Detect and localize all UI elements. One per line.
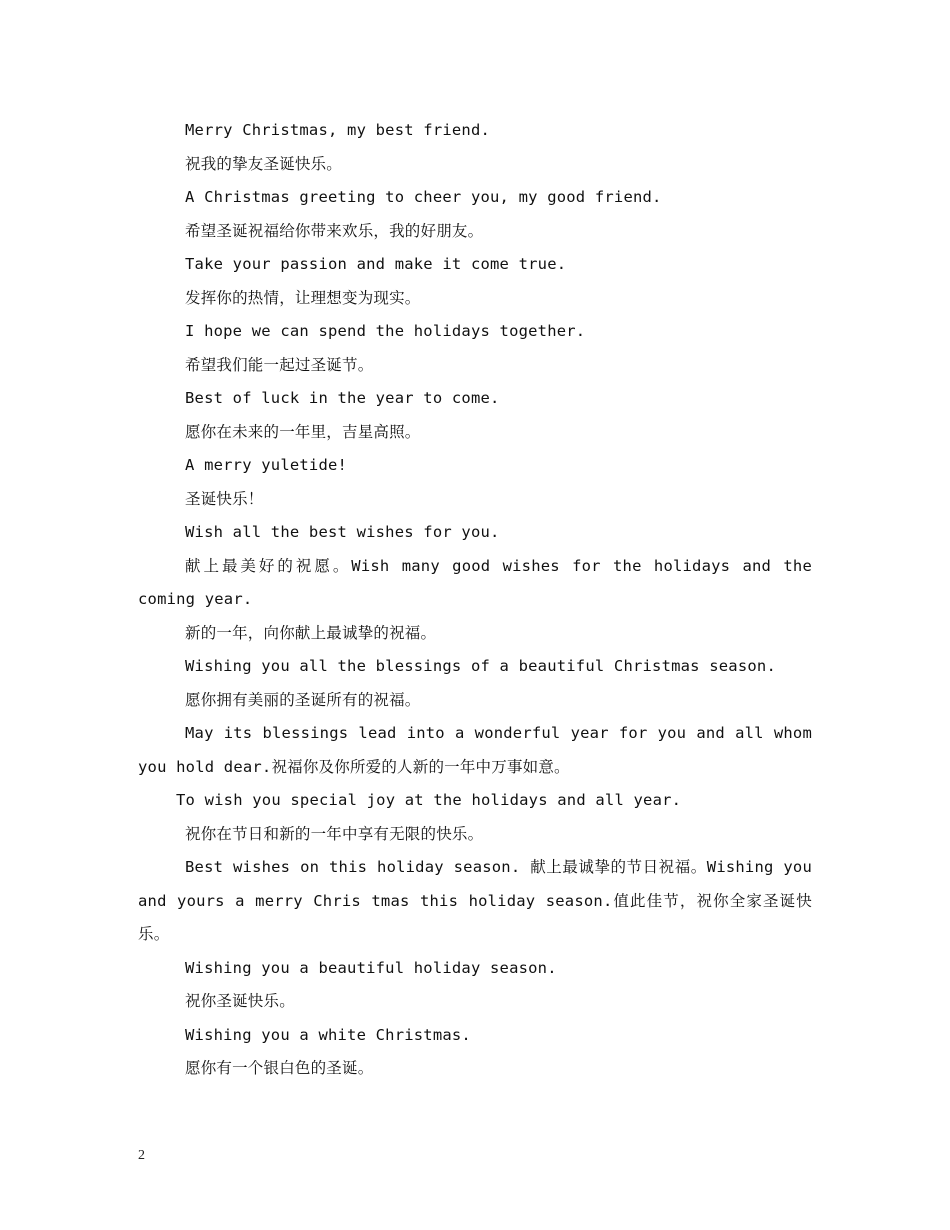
paragraph: Wishing you all the blessings of a beautiful Christmas season. xyxy=(185,657,776,675)
paragraph: 祝我的挚友圣诞快乐。 xyxy=(185,154,343,173)
document-body xyxy=(138,114,812,1086)
paragraph: 献上最美好的祝愿。Wish many good wishes for the holidays and the coming year. xyxy=(138,556,812,608)
paragraph: 新的一年，向你献上最诚挚的祝福。 xyxy=(185,623,437,642)
paragraph: 愿你在未来的一年里，吉星高照。 xyxy=(185,422,421,441)
paragraph: Best wishes on this holiday season. 献上最诚挚的节日祝福。Wishing you and yours a merry Chris tmas this holiday season.值此佳节，祝你全家圣诞快乐。 xyxy=(138,858,812,943)
paragraph: 祝你在节日和新的一年中享有无限的快乐。 xyxy=(185,824,484,843)
paragraph: Best of luck in the year to come. xyxy=(185,389,500,407)
paragraph: A merry yuletide! xyxy=(185,456,348,474)
paragraph: Merry Christmas, my best friend. xyxy=(185,121,491,139)
paragraph: 圣诞快乐！ xyxy=(185,489,264,508)
paragraph: 希望圣诞祝福给你带来欢乐，我的好朋友。 xyxy=(185,221,484,240)
paragraph: May its blessings lead into a wonderful year for you and all whom you hold dear.祝福你及你所爱的人新的一年中万事如意。 xyxy=(138,724,812,776)
paragraph: 祝你圣诞快乐。 xyxy=(185,992,295,1010)
paragraph: Wishing you a beautiful holiday season. xyxy=(185,958,557,977)
page-number: 2 xyxy=(138,1148,145,1163)
paragraph: 发挥你的热情，让理想变为现实。 xyxy=(185,288,421,307)
paragraph: To wish you special joy at the holidays and all year. xyxy=(176,791,682,809)
paragraph: I hope we can spend the holidays together. xyxy=(185,322,586,340)
paragraph: Wish all the best wishes for you. xyxy=(185,523,500,541)
paragraph: 希望我们能一起过圣诞节。 xyxy=(185,355,374,374)
paragraph: A Christmas greeting to cheer you, my good friend. xyxy=(185,188,662,206)
paragraph: Wishing you a white Christmas. xyxy=(185,1025,471,1044)
paragraph: 愿你有一个银白色的圣诞。 xyxy=(185,1059,374,1077)
paragraph: 愿你拥有美丽的圣诞所有的祝福。 xyxy=(185,690,421,709)
paragraph: Take your passion and make it come true. xyxy=(185,255,567,273)
